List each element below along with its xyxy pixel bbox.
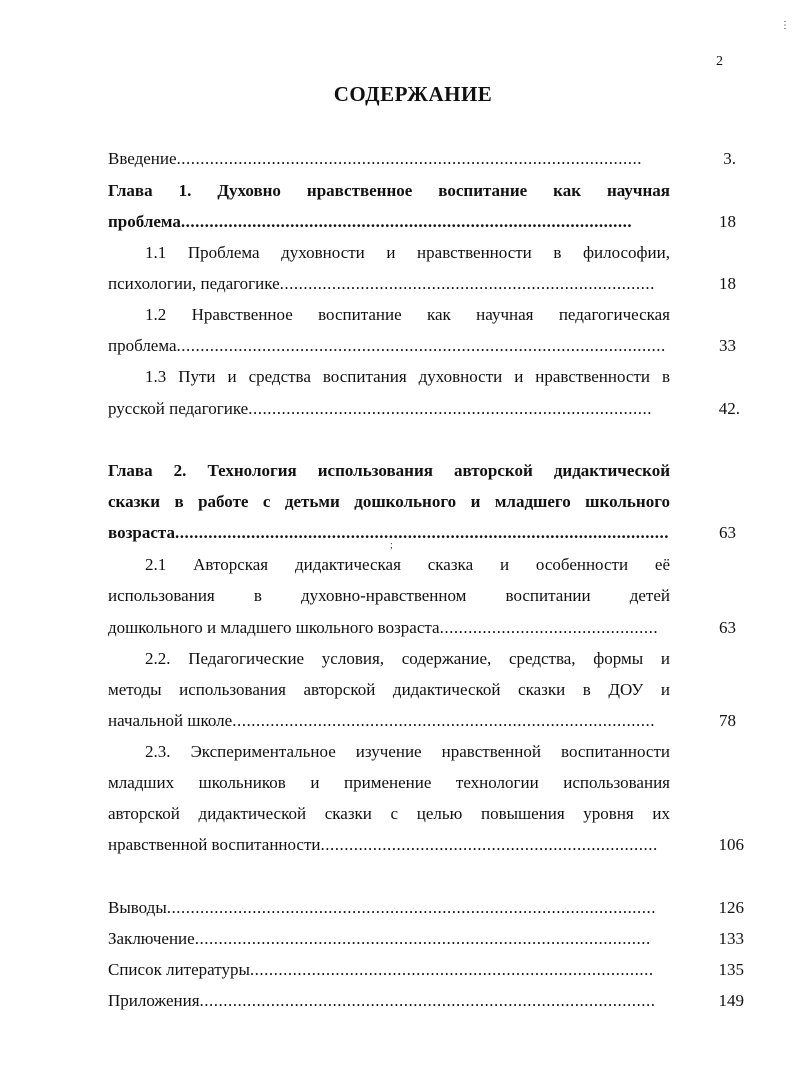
toc-section-1-2-line1[interactable]: 1.2 Нравственное воспитание как научная педагогическая bbox=[145, 305, 670, 324]
leader-dots: .............................................. bbox=[439, 618, 659, 637]
leader-dots: ..................................................................................... bbox=[249, 960, 654, 979]
leader-dots: ............................................................................... bbox=[279, 274, 655, 293]
toc-page-number: 18 bbox=[719, 212, 736, 231]
toc-entry-label: Заключение bbox=[108, 929, 195, 948]
toc-entry-summary[interactable] bbox=[108, 928, 670, 950]
toc-entry-label: возраста bbox=[108, 523, 175, 542]
toc-section-2-3-line4[interactable] bbox=[108, 834, 670, 856]
toc-entry-references[interactable] bbox=[108, 959, 670, 981]
leader-dots: ................................................................................................ bbox=[199, 991, 656, 1010]
leader-dots: ....................................................................... bbox=[320, 835, 658, 854]
scan-artifact: ⋮ bbox=[780, 20, 790, 31]
toc-section-2-1-line2[interactable]: использования в духовно-нравственном воспитании детей bbox=[108, 586, 670, 605]
toc-section-2-2-line1[interactable]: 2.2. Педагогические условия, содержание, средства, формы и bbox=[145, 649, 670, 668]
toc-entry-label: Выводы bbox=[108, 898, 167, 917]
toc-entry-label: начальной школе bbox=[108, 711, 233, 730]
toc-page-number: 135 bbox=[718, 960, 744, 979]
toc-entry-label: проблема bbox=[108, 212, 181, 231]
toc-chapter-2-line3[interactable] bbox=[108, 522, 670, 544]
toc-chapter-2-line1[interactable]: Глава 2. Технология использования авторской дидактической bbox=[108, 461, 670, 480]
toc-section-2-2-line3[interactable] bbox=[108, 710, 670, 732]
leader-dots: ....................................................................................................... bbox=[176, 336, 666, 355]
toc-page-number: 78 bbox=[719, 711, 736, 730]
toc-page-number: 106 bbox=[718, 835, 744, 854]
toc-entry-label: дошкольного и младшего школьного возраста bbox=[108, 618, 440, 637]
toc-page-number: 126 bbox=[718, 898, 744, 917]
toc-section-1-3-line1[interactable]: 1.3 Пути и средства воспитания духовности и нравственности в bbox=[145, 367, 670, 386]
toc-entry-label: нравственной воспитанности bbox=[108, 835, 321, 854]
leader-dots: ................................................................................................ bbox=[194, 929, 651, 948]
toc-section-1-1-line2[interactable] bbox=[108, 273, 670, 295]
toc-page-number: 133 bbox=[718, 929, 744, 948]
leader-dots: ........................................................................................................ bbox=[174, 523, 669, 542]
toc-entry-conclusions[interactable] bbox=[108, 897, 670, 919]
leader-dots: ..................................................................................... bbox=[248, 399, 652, 418]
toc-chapter-2-line2[interactable]: сказки в работе с детьми дошкольного и младшего школьного bbox=[108, 492, 670, 511]
toc-entry-label: Список литературы bbox=[108, 960, 250, 979]
toc-chapter-1-line1[interactable]: Глава 1. Духовно нравственное воспитание как научная bbox=[108, 181, 670, 200]
toc-page-number: 33 bbox=[719, 336, 736, 355]
page-title: СОДЕРЖАНИЕ bbox=[333, 82, 493, 106]
toc-page-number: 18 bbox=[719, 274, 736, 293]
toc-page-number: 3. bbox=[723, 149, 736, 168]
leader-dots: ....................................................................................................... bbox=[166, 898, 657, 917]
toc-section-2-3-line1[interactable]: 2.3. Экспериментальное изучение нравственной воспитанности bbox=[145, 742, 670, 761]
toc-section-2-2-line2[interactable]: методы использования авторской дидактической сказки в ДОУ и bbox=[108, 680, 670, 699]
toc-section-1-1-line1[interactable]: 1.1 Проблема духовности и нравственности в философии, bbox=[145, 243, 670, 262]
toc-page-number: 63 bbox=[719, 618, 736, 637]
toc-section-2-1-line3[interactable] bbox=[108, 617, 670, 639]
toc-entry-appendices[interactable] bbox=[108, 990, 670, 1012]
toc-entry-label: русской педагогике bbox=[108, 399, 249, 418]
toc-entry-label: Приложения bbox=[108, 991, 200, 1010]
leader-dots: ......................................................................................... bbox=[232, 711, 655, 730]
page-number: 2 bbox=[716, 54, 723, 69]
toc-entry-label: проблема bbox=[108, 336, 177, 355]
toc-section-1-3-line2[interactable] bbox=[108, 398, 670, 420]
toc-section-1-2-line2[interactable] bbox=[108, 335, 670, 357]
leader-dots: ............................................................................................... bbox=[180, 212, 633, 231]
toc-section-2-1-line1[interactable]: 2.1 Авторская дидактическая сказка и особенности её bbox=[145, 555, 670, 574]
toc-page-number: 63 bbox=[719, 523, 736, 542]
toc-section-2-3-line2[interactable]: младших школьников и применение технологии использования bbox=[108, 773, 670, 792]
toc-entry-label: Введение bbox=[108, 149, 177, 168]
scan-artifact: ; bbox=[390, 540, 393, 551]
leader-dots: .................................................................................................. bbox=[176, 149, 643, 168]
toc-entry-intro[interactable] bbox=[108, 148, 670, 170]
toc-section-2-3-line3[interactable]: авторской дидактической сказки с целью повышения уровня их bbox=[108, 804, 670, 823]
toc-page-number: 42. bbox=[718, 399, 740, 418]
toc-entry-label: психологии, педагогике bbox=[108, 274, 280, 293]
toc-chapter-1-line2[interactable] bbox=[108, 211, 670, 233]
toc-page-number: 149 bbox=[718, 991, 744, 1010]
